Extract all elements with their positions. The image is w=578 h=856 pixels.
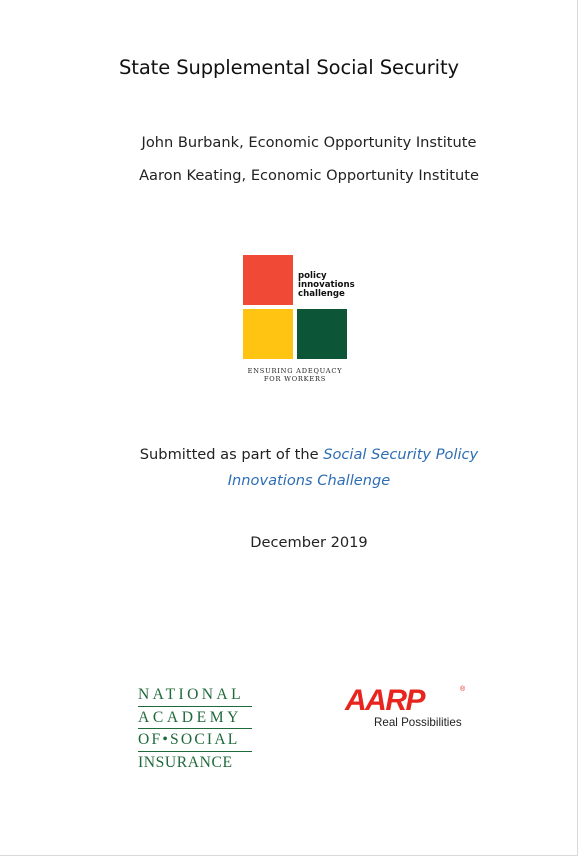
policy-innovations-challenge-logo [243,255,358,387]
logo-green-square [297,309,347,359]
logo-tagline-1: ENSURING ADEQUACY [247,367,343,375]
logo-word-1: policy [298,271,327,281]
logo-word-2: innovations [298,280,355,291]
nasi-logo [138,684,254,773]
logo-word-3: challenge [298,289,345,300]
logo-tagline-2: FOR WORKERS [263,375,327,384]
challenge-link-line-1[interactable]: Social Security Policy [323,446,479,463]
nasi-line-4: INSURANCE [138,753,233,771]
challenge-link-line-2[interactable]: Innovations Challenge [227,472,391,489]
aarp-wordmark: AARP [345,684,425,717]
author-2: Aaron Keating, Economic Opportunity Institute [139,167,479,184]
document-title: State Supplemental Social Security [119,56,459,79]
logo-tagline [239,367,351,384]
nasi-line-1: NATIONAL [138,686,245,703]
submission-note [0,442,578,494]
author-1: John Burbank, Economic Opportunity Institute [141,134,477,151]
logo-wordmark [298,272,355,300]
document-date: December 2019 [250,534,368,551]
nasi-line-3: OF•SOCIAL [138,731,240,748]
aarp-tagline: Real Possibilities [374,716,462,729]
nasi-line-2: ACADEMY [138,708,243,726]
aarp-logo [342,682,472,732]
submission-prefix: Submitted as part of the [139,446,324,463]
aarp-registered-mark: ® [460,686,466,693]
logo-yellow-square [243,309,293,359]
logo-red-square [243,255,293,305]
